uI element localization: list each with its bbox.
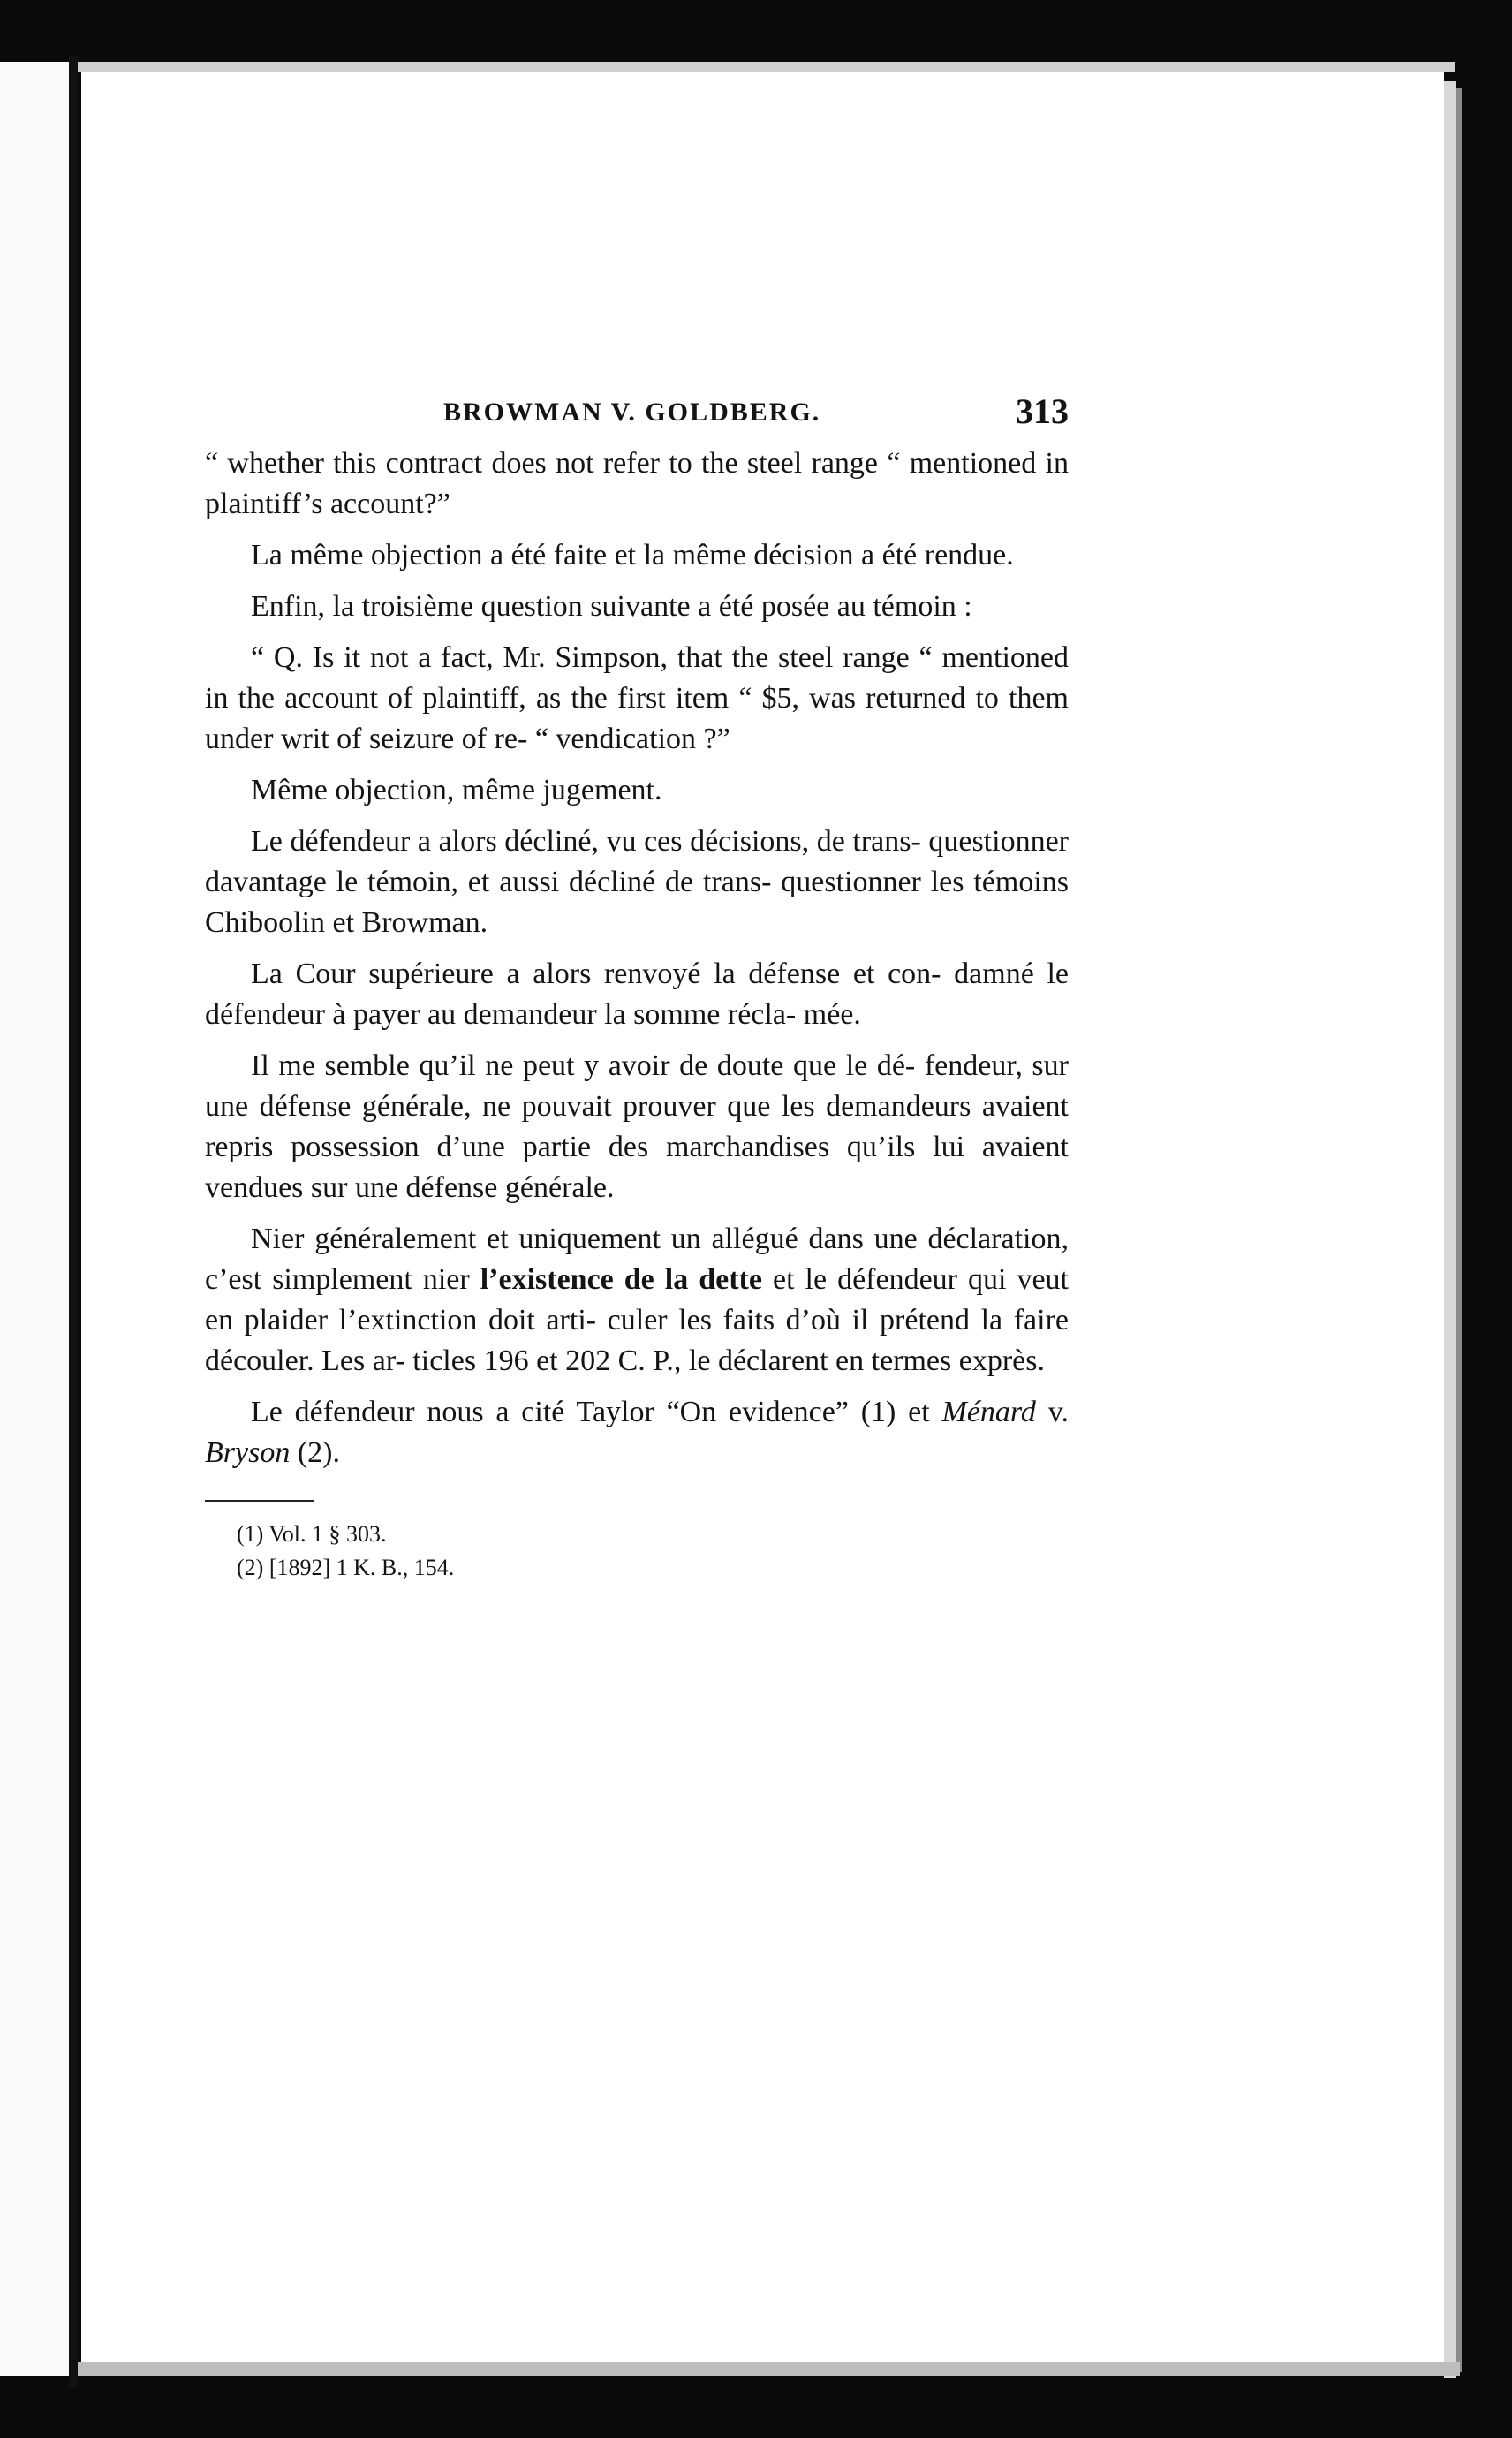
case-name: Bryson xyxy=(205,1436,291,1469)
page-header xyxy=(205,389,1069,443)
body-paragraph: La Cour supérieure a alors renvoyé la défense et con- damné le défendeur à payer au demandeur la somme récla- mée. xyxy=(205,958,1069,1031)
footnote: (2) [1892] 1 K. B., 154. xyxy=(237,1555,455,1580)
quote-paragraph: “ whether this contract does not refer to the steel range “ mentioned in plaintiff’s account?” xyxy=(205,447,1069,520)
page-right-edge xyxy=(1444,81,1456,2378)
footnote-divider xyxy=(205,1500,314,1502)
page-right-shadow xyxy=(1456,88,1462,2372)
page-bottom-edge xyxy=(78,2362,1460,2376)
text-run: (2). xyxy=(290,1436,340,1469)
facing-page-edge xyxy=(0,62,71,2376)
body-paragraph: Le défendeur a alors décliné, vu ces décisions, de trans- questionner davantage le témoin, et aussi décliné de trans- questionner les témoins Chiboolin et Browman. xyxy=(205,825,1069,939)
text-run: Nier généralement et uniquement un allégué dans une déclaration, c’est simplement nier xyxy=(205,1223,1069,1296)
body-paragraph: Il me semble qu’il ne peut y avoir de doute que le dé- fendeur, sur une défense générale, ne pouvait prouver que les demandeurs avaient repris possession d’une partie des marchandises qu’ils lui avaient vendues sur une défense générale. xyxy=(205,1049,1069,1204)
page-text xyxy=(205,389,1069,1585)
body-paragraph: La même objection a été faite et la même décision a été rendue. xyxy=(251,539,1014,572)
body-paragraph xyxy=(205,1219,1069,1382)
text-run: Le défendeur nous a cité Taylor “On evidence” (1) et xyxy=(251,1396,942,1428)
body-paragraph xyxy=(205,1392,1069,1473)
page-number: 313 xyxy=(1016,391,1069,431)
body-paragraph: Même objection, même jugement. xyxy=(251,774,662,806)
text-run: v. xyxy=(1035,1396,1069,1428)
binding-gutter xyxy=(69,55,78,2387)
page-top-edge xyxy=(78,62,1455,72)
footnote: (1) Vol. 1 § 303. xyxy=(237,1521,387,1547)
body-paragraph: Enfin, la troisième question suivante a été posée au témoin : xyxy=(251,590,972,623)
text-run: et le défendeur qui veut en plaider l’extinction doit arti- culer les faits d’où il prétend la faire découler. Les ar- ticles 196 et 202 C. P., le déclarent en termes exprès. xyxy=(205,1263,1069,1377)
case-name: Ménard xyxy=(941,1396,1036,1428)
bold-phrase: l’existence de la dette xyxy=(480,1263,762,1296)
running-head: BROWMAN V. GOLDBERG. xyxy=(443,398,821,427)
quote-paragraph: “ Q. Is it not a fact, Mr. Simpson, that the steel range “ mentioned in the account of plaintiff, as the first item “ $5, was returned to them under writ of seizure of re- “ vendication ?” xyxy=(205,641,1069,755)
